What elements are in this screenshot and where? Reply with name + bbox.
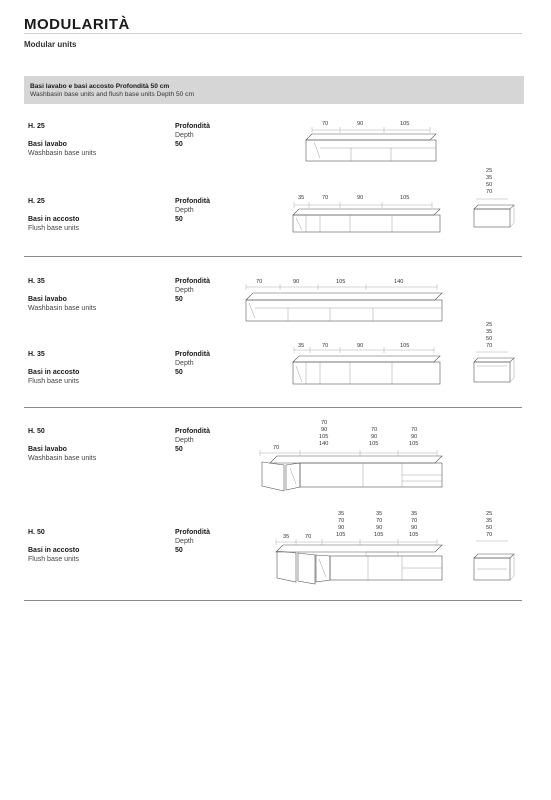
- row-height: H. 25: [28, 123, 45, 130]
- row-height: H. 35: [28, 278, 45, 285]
- row-label: Basi in accosto: [28, 547, 80, 554]
- dim-stack: 35 70 90 105: [336, 511, 346, 538]
- depth-value: 50: [175, 141, 183, 148]
- drawing-washbasin-h25: [306, 121, 436, 161]
- depth-label: Profondità: [175, 529, 210, 536]
- dim-stack: 35 70 90 105: [374, 511, 384, 538]
- dim-label: 70: [322, 121, 329, 127]
- dim-label: 70: [322, 343, 329, 349]
- dim-label: 90: [293, 279, 300, 285]
- row-label: Basi in accosto: [28, 369, 80, 376]
- row-sublabel: Washbasin base units: [28, 305, 97, 312]
- drawing-flush-h25: [293, 168, 514, 232]
- depth-label: Profondità: [175, 351, 210, 358]
- row-label: Basi lavabo: [28, 141, 67, 148]
- row-label: Basi lavabo: [28, 446, 67, 453]
- row-height: H. 35: [28, 351, 45, 358]
- depth-label-en: Depth: [175, 287, 194, 294]
- dim-label: 105: [400, 195, 410, 201]
- depth-label-en: Depth: [175, 538, 194, 545]
- row-height: H. 50: [28, 529, 45, 536]
- dim-stack: 70 90 105 140: [319, 420, 329, 447]
- depth-value: 50: [175, 216, 183, 223]
- dim-label: 70: [256, 279, 263, 285]
- depth-value: 50: [175, 296, 183, 303]
- page-title: MODULARITÀ: [24, 16, 130, 33]
- dim-label: 70: [273, 445, 280, 451]
- page-subtitle: Modular units: [24, 40, 77, 49]
- depth-value: 50: [175, 446, 183, 453]
- row-label: Basi lavabo: [28, 296, 67, 303]
- depth-label-en: Depth: [175, 132, 194, 139]
- drawing-flush-h35: [293, 322, 514, 384]
- dim-label: 35: [298, 343, 305, 349]
- side-dim-label: 25 35 50 70: [486, 322, 493, 349]
- row-sublabel: Flush base units: [28, 378, 79, 385]
- dim-label: 140: [394, 279, 404, 285]
- depth-value: 50: [175, 369, 183, 376]
- dim-stack: 70 90 105: [409, 427, 419, 447]
- depth-label: Profondità: [175, 278, 210, 285]
- band-subtitle: Washbasin base units and flush base units Depth 50 cm: [30, 91, 194, 98]
- side-dim-label: 25 35 50 70: [486, 168, 493, 195]
- row-sublabel: Flush base units: [28, 556, 79, 563]
- dim-stack: 35 70 90 105: [409, 511, 419, 538]
- row-sublabel: Washbasin base units: [28, 455, 97, 462]
- side-dim-label: 25 35 50 70: [486, 511, 493, 538]
- dim-label: 90: [357, 121, 364, 127]
- depth-label-en: Depth: [175, 437, 194, 444]
- dim-label: 105: [336, 279, 346, 285]
- dim-label: 35: [283, 534, 290, 540]
- row-height: H. 50: [28, 428, 45, 435]
- dim-stack: 70 90 105: [369, 427, 379, 447]
- drawing-washbasin-h50: [260, 420, 442, 491]
- dim-label: 90: [357, 343, 364, 349]
- row-height: H. 25: [28, 198, 45, 205]
- dim-label: 105: [400, 343, 410, 349]
- depth-label: Profondità: [175, 123, 210, 130]
- drawing-washbasin-h35: [246, 279, 442, 321]
- row-sublabel: Flush base units: [28, 225, 79, 232]
- dim-label: 105: [400, 121, 410, 127]
- depth-label: Profondità: [175, 428, 210, 435]
- depth-label-en: Depth: [175, 360, 194, 367]
- dim-label: 70: [322, 195, 329, 201]
- dim-label: 70: [305, 534, 312, 540]
- band-title: Basi lavabo e basi accosto Profondità 50 cm: [30, 83, 170, 90]
- depth-label: Profondità: [175, 198, 210, 205]
- depth-label-en: Depth: [175, 207, 194, 214]
- depth-value: 50: [175, 547, 183, 554]
- drawing-flush-h50: [276, 511, 514, 584]
- dim-label: 35: [298, 195, 305, 201]
- dim-label: 90: [357, 195, 364, 201]
- row-label: Basi in accosto: [28, 216, 80, 223]
- row-sublabel: Washbasin base units: [28, 150, 97, 157]
